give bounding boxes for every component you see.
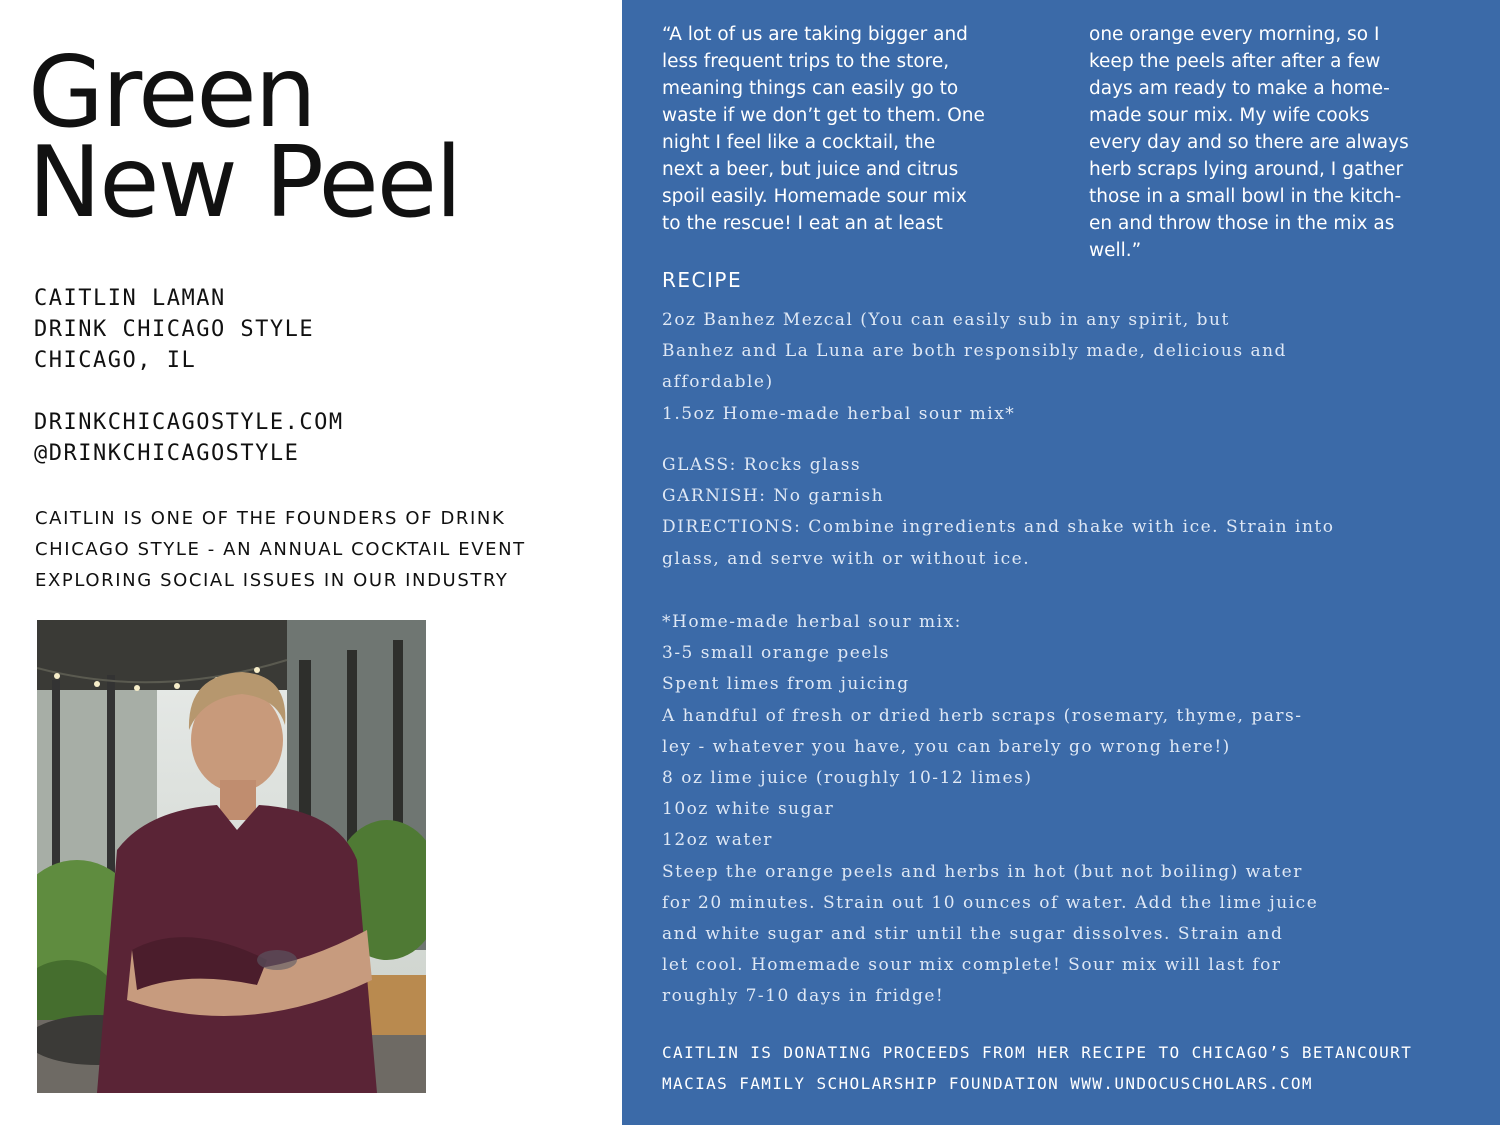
quote-line: made sour mix. My wife cooks <box>1089 105 1370 126</box>
sour-mix-line: 8 oz lime juice (roughly 10-12 limes) <box>662 768 1033 789</box>
title-line-2: New Peel <box>28 126 461 240</box>
garnish-line: GARNISH: No garnish <box>662 486 885 507</box>
recipe-ingredients <box>662 305 1287 430</box>
recipe-heading: RECIPE <box>662 268 743 292</box>
byline <box>34 283 344 469</box>
sour-mix-recipe <box>662 607 1318 1013</box>
sour-mix-line: for 20 minutes. Strain out 10 ounces of water. Add the lime juice <box>662 892 1319 913</box>
social-handle[interactable]: @DRINKCHICAGOSTYLE <box>34 441 300 466</box>
sour-mix-line: ley - whatever you have, you can barely go wrong here!) <box>662 736 1231 757</box>
bar-name: DRINK CHICAGO STYLE <box>34 317 315 342</box>
bio-line: EXPLORING SOCIAL ISSUES IN OUR INDUSTRY <box>35 570 509 591</box>
quote-line: en and throw those in the mix as <box>1089 213 1395 234</box>
sour-mix-line: let cool. Homemade sour mix complete! Sour mix will last for <box>662 955 1282 976</box>
quote-line: “A lot of us are taking bigger and <box>662 24 968 45</box>
sour-mix-line: A handful of fresh or dried herb scraps (rosemary, thyme, pars- <box>662 705 1303 726</box>
quote-line: spoil easily. Homemade sour mix <box>662 186 967 207</box>
quote-line: one orange every morning, so I <box>1089 24 1380 45</box>
quote-line: less frequent trips to the store, <box>662 51 950 72</box>
website-link[interactable]: DRINKCHICAGOSTYLE.COM <box>34 410 344 435</box>
quote-line: days am ready to make a home- <box>1089 78 1390 99</box>
portrait-illustration <box>37 620 426 1093</box>
directions-line: glass, and serve with or without ice. <box>662 548 1031 569</box>
left-panel <box>0 0 622 1125</box>
quote-line: those in a small bowl in the kitch- <box>1089 186 1402 207</box>
ingredient-line: Banhez and La Luna are both responsibly made, delicious and <box>662 341 1287 362</box>
donation-line: MACIAS FAMILY SCHOLARSHIP FOUNDATION WWW.UNDOCUSCHOLARS.COM <box>662 1074 1313 1093</box>
bartender-name: CAITLIN LAMAN <box>34 286 226 311</box>
sour-mix-line: and white sugar and stir until the sugar dissolves. Strain and <box>662 924 1284 945</box>
bio-line: CAITLIN IS ONE OF THE FOUNDERS OF DRINK <box>35 508 506 529</box>
ingredient-line: affordable) <box>662 372 774 393</box>
quote-column-1 <box>662 21 985 237</box>
bartender-photo <box>37 620 426 1093</box>
recipe-details <box>662 450 1334 575</box>
directions-line: DIRECTIONS: Combine ingredients and shake with ice. Strain into <box>662 517 1335 538</box>
location: CHICAGO, IL <box>34 348 197 373</box>
donation-note <box>662 1037 1412 1099</box>
quote-line: next a beer, but juice and citrus <box>662 159 959 180</box>
quote-line: waste if we don’t get to them. One <box>662 105 985 126</box>
quote-column-2 <box>1089 21 1409 264</box>
glass-line: GLASS: Rocks glass <box>662 455 862 475</box>
bio <box>35 503 615 596</box>
quote-line: keep the peels after after a few <box>1089 51 1381 72</box>
quote-line: herb scraps lying around, I gather <box>1089 159 1404 180</box>
quote-line: well.” <box>1089 240 1142 261</box>
sour-mix-line: 12oz water <box>662 830 773 851</box>
sour-mix-line: 3-5 small orange peels <box>662 643 890 664</box>
quote-line: night I feel like a cocktail, the <box>662 132 936 153</box>
bio-line: CHICAGO STYLE - AN ANNUAL COCKTAIL EVENT <box>35 539 526 560</box>
sour-mix-line: *Home-made herbal sour mix: <box>662 612 962 632</box>
ingredient-line: 2oz Banhez Mezcal (You can easily sub in any spirit, but <box>662 310 1230 330</box>
quote-line: meaning things can easily go to <box>662 78 959 99</box>
quote-line: every day and so there are always <box>1089 132 1409 153</box>
sour-mix-line: roughly 7-10 days in fridge! <box>662 986 945 1007</box>
donation-line: CAITLIN IS DONATING PROCEEDS FROM HER RECIPE TO CHICAGO’S BETANCOURT <box>662 1043 1413 1062</box>
sour-mix-line: 10oz white sugar <box>662 799 835 820</box>
title-line-1: Green <box>28 36 315 150</box>
right-panel <box>622 0 1500 1125</box>
quote-line: to the rescue! I eat an at least <box>662 213 943 234</box>
sour-mix-line: Spent limes from juicing <box>662 674 910 695</box>
sour-mix-line: Steep the orange peels and herbs in hot (but not boiling) water <box>662 861 1303 882</box>
ingredient-line: 1.5oz Home-made herbal sour mix* <box>662 403 1016 424</box>
cocktail-title <box>28 36 461 240</box>
